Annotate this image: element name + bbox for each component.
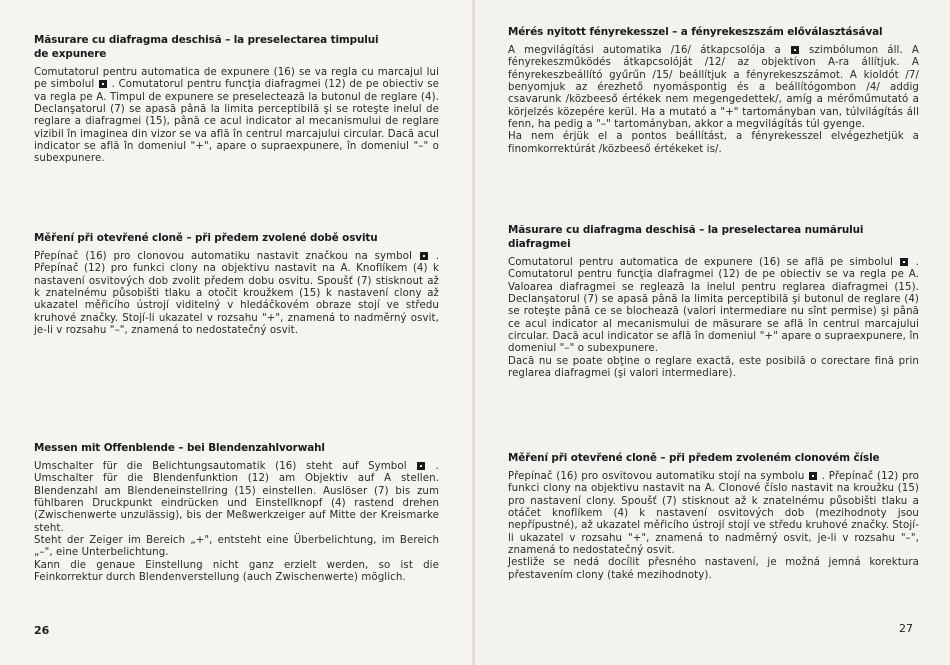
page-number: 26 [34,624,50,637]
aperture-symbol-icon [900,258,908,266]
section-paragraph: Přepínač (16) pro osvitovou automatiku stojí na symbolu . Přepínač (12) pro funkci clony na objektivu nastavit na A. Clonové číslo nastavit na kroužku (15) pro nastavení clony. Spoušť (7) stisknout až k znatelnému působišti tlaku a otáčet knoflíkem (4) k nastavení osvitových dob (mezihodnoty jsou nepřípustné), až ukazatel měřicího ústrojí stojí ve středu kruhové značky. Stojí-li ukazatel v rozsahu "+", znamená to nadměrný osvit, je-li v rozsahu "–", znamená to nedostatečný osvit. [508,471,920,557]
section-paragraph: Přepínač (16) pro clonovou automatiku nastavit značkou na symbol . Přepínač (12) pro funkci clony na objektivu nastavit na A. Knoflíkem (4) k nastavení osvitových dob zvolit předem dobu osvitu. Spoušť (7) stisknout až k znatelnému působišti tlaku a otočit kroužkem (15) k nastavení clony až ukazatel měřicího ústrojí viditelný v hledáčkovém obraze stojí ve středu kruhové značky. Stojí-li ukazatel v rozsahu "+", znamená to nadměrný osvit, je-li v rozsahu "–", znamená to nedostatečný osvit. [34,251,439,337]
section-de-aperture-preselect [34,441,439,584]
page-number: 27 [899,622,913,635]
section-paragraph: Dacă nu se poate obţine o reglare exactă, este posibilă o corectare fină prin reglarea diafragmei (şi valori intermediare). [508,355,919,380]
section-cs-aperture-preselect [508,451,919,582]
section-heading: Měření při otevřené cloně – při předem zvoleném clonovém čísle [508,452,880,464]
section-paragraph: Comutatorul pentru automatica de expunere (16) se va regla cu marcajul lui pe simbolul . Comutatorul pentru funcţia diafragmei (12) de pe obiectiv se va regla pe A. Timpul de expunere se preselectează la butonul de reglare (4). Declanşatorul (7) se apasă până la limita perceptibilă şi se roteşte inelul de reglare a diafragmei (15), până ce acul indicator al mecanismului de reglare vizibil în imaginea din vizor se va află în centrul marcajului circular. Dacă acul indicator se află în domeniul "+", apare o supraexpunere, în domeniul "–" o subexpunere. [34,67,439,165]
section-heading: Měření při otevřené cloně – při předem zvolené době osvitu [34,232,378,244]
section-paragraph: Comutatorul pentru automatica de expunere (16) se află pe simbolul . Comutatorul pentru funcţia diafragmei (12) de pe obiectiv se va regla pe A. Valoarea diafragmei se reglează la inelul pentru reglarea diafragmei (15). Declanşatorul (7) se apasă până la limita perceptibilă şi butonul de reglare (4) se roteşte până ce se blochează (valori intermediare nu sînt permise) şi până ce acul indicator al mecanismului de măsurare se află în centrul marcajului circular. Dacă acul indicator se află în domeniul "+" apare o supraexpunere, în domeniul "–" o subexpunere. [508,257,919,355]
section-heading: Mérés nyitott fényrekesszel – a fényrekeszszám előválasztásával [508,26,883,38]
section-hu-aperture-preselect [508,25,919,156]
aperture-symbol-icon [791,46,799,54]
aperture-symbol-icon [420,252,428,260]
aperture-symbol-icon [417,462,425,470]
right-page [475,0,950,665]
section-heading: Măsurare cu diafragma deschisă – la preselectarea timpului de expunere [34,34,379,60]
section-paragraph: Steht der Zeiger im Bereich „+", entsteht eine Überbelichtung, im Bereich „–", eine Unterbelichtung. [34,535,439,559]
section-paragraph: Ha nem érjük el a pontos beállítást, a fényrekesszel elvégezhetjük a finomkorrektúrát /közbeeső értékeket is/. [508,131,919,155]
section-heading: Messen mit Offenblende – bei Blendenzahlvorwahl [34,442,325,454]
section-ro-aperture-preselect [508,223,919,380]
section-heading: Măsurare cu diafragma deschisă – la preselectarea numărului diafragmei [508,224,864,250]
section-paragraph: Umschalter für die Belichtungsautomatik (16) steht auf Symbol . Umschalter für die Blendenfunktion (12) am Objektiv auf A stellen. Blendenzahl am Blendeneinstellring (15) einstellen. Auslöser (7) bis zum fühlbaren Druckpunkt eindrücken und Einstellknopf (4) rastend drehen (Zwischenwerte unzulässig), bis der Meßwerkzeiger auf Mitte der Kreismarke steht. [34,461,439,534]
section-cs-time-preselect [34,231,439,337]
aperture-symbol-icon [99,80,107,88]
section-paragraph: Kann die genaue Einstellung nicht ganz erzielt werden, so ist die Feinkorrektur durch Blendenverstellung (auch Zwischenwerte) möglich. [34,559,439,584]
section-paragraph: Jestliže se nedá docílit přesného nastavení, je možná jemná korektura přestavením clony (také mezihodnoty). [508,557,919,581]
section-ro-time-preselect [34,33,439,166]
aperture-symbol-icon [809,472,817,480]
section-paragraph: A megvilágítási automatika /16/ átkapcsolója a szimbólumon áll. A fényrekeszműködés átkapcsolóját /12/ az objektívon A-ra állítjuk. A fényrekeszbeállító gyűrűn /15/ beállítjuk a fényrekeszszámot. A kioldót /7/ benyomjuk az érezhető nyomáspontig és a beállítógombon /4/ addig csavarunk /közbeeső értékek nem megengedettek/, amíg a mérőműmutató a körjelzés közepére kerül. Ha a mutató a "+" tartományban van, túlvilágítás áll fenn, ha pedig a "–" tartományban, akkor a megvilágítás túl gyenge. [508,45,919,131]
